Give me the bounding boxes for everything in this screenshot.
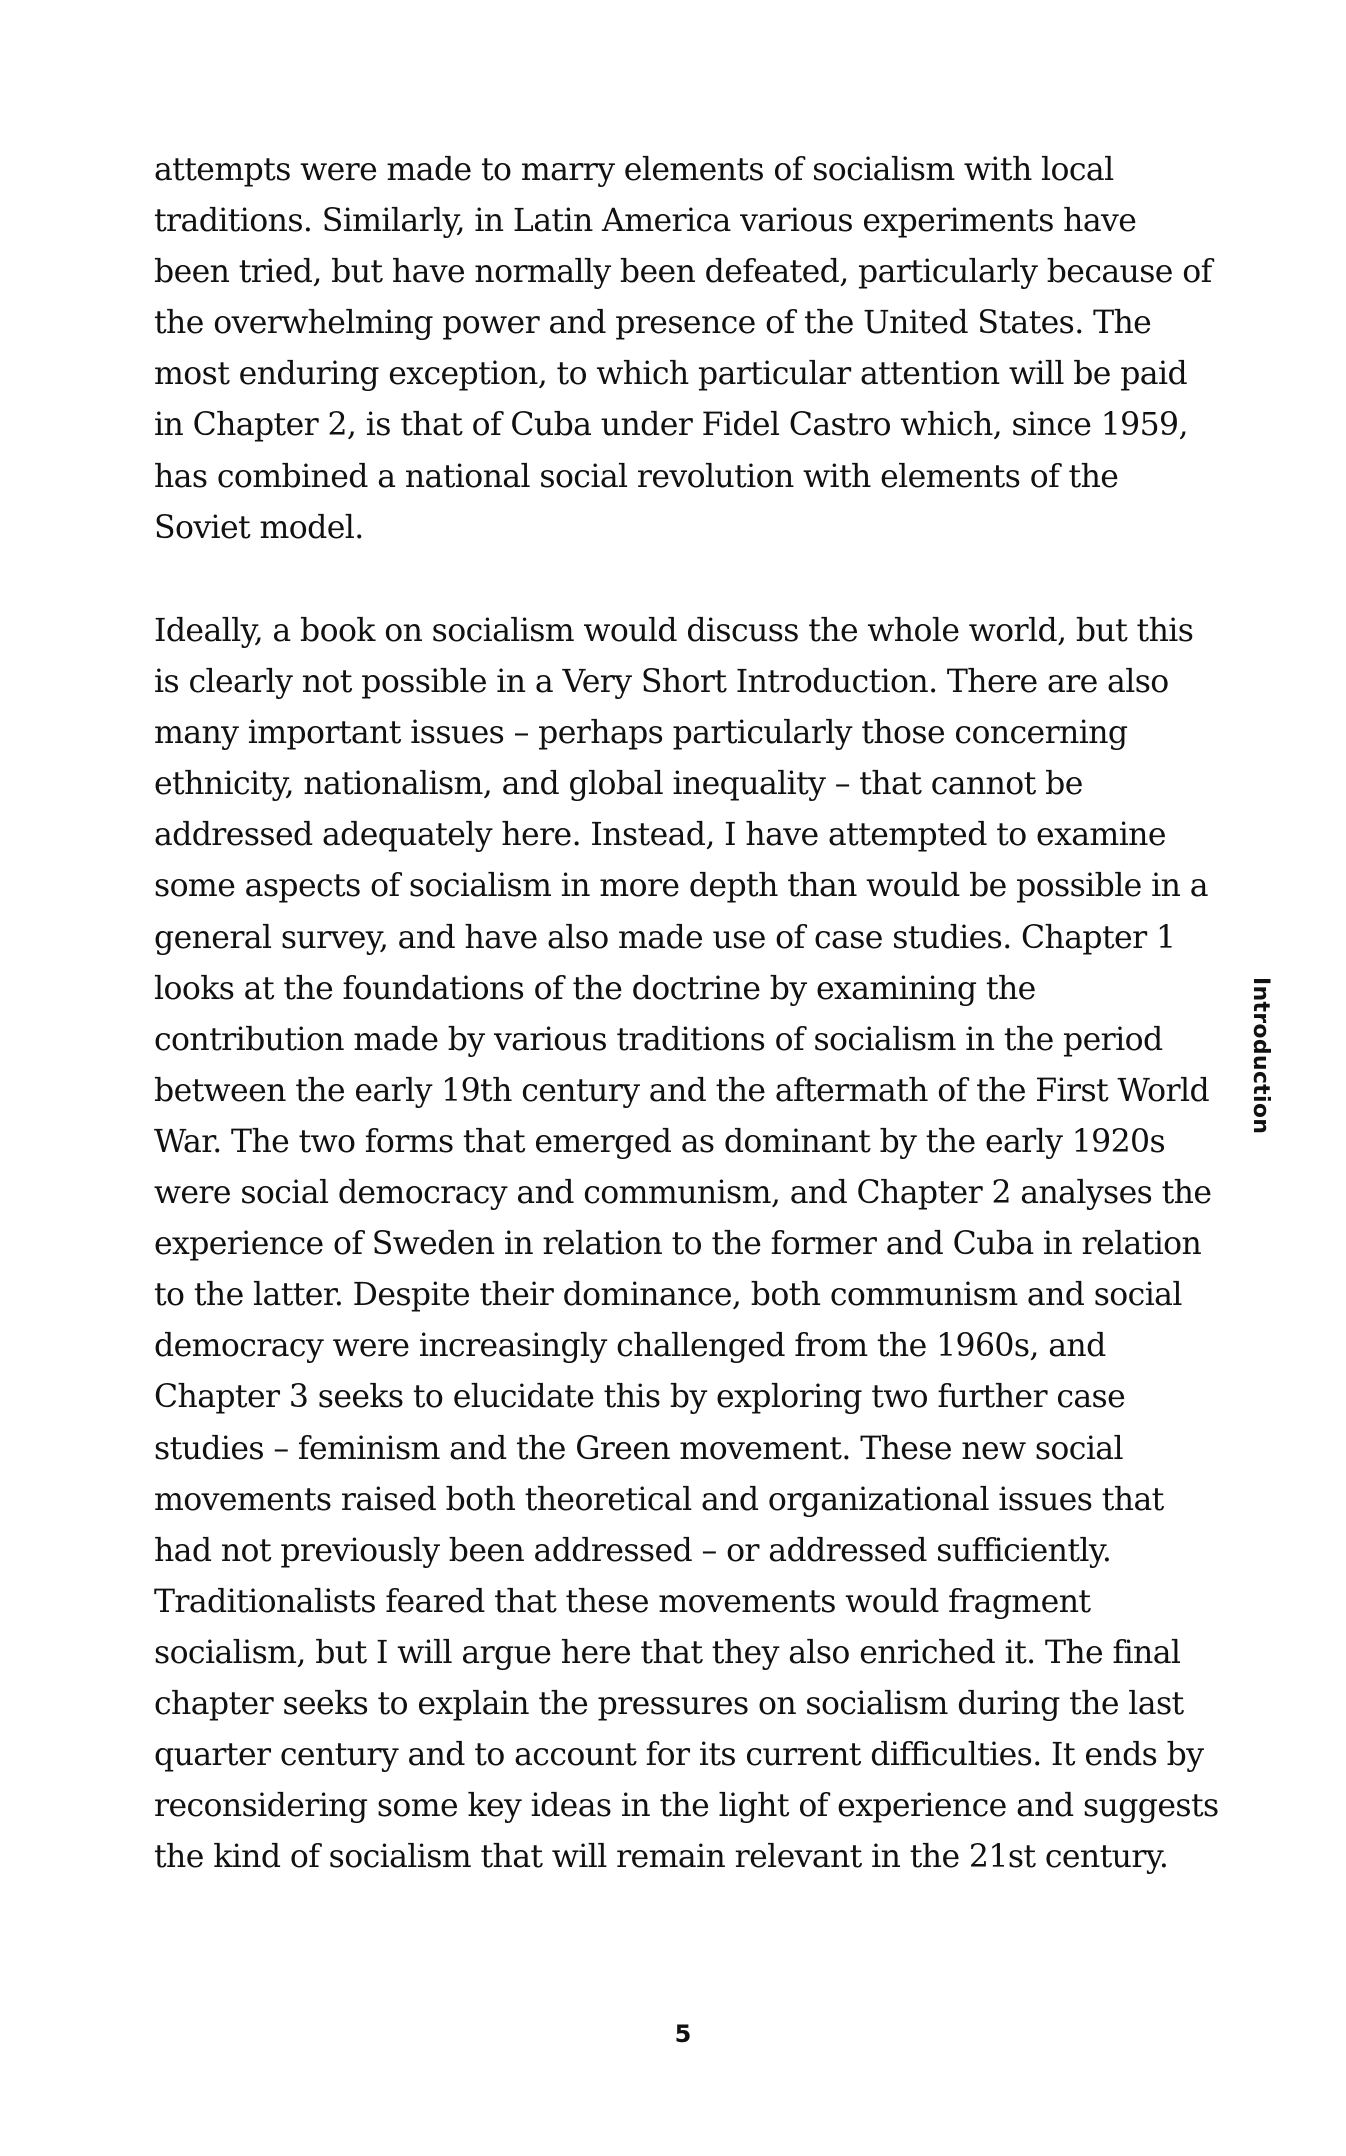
text-line: attempts were made to marry elements of socialism with local [154, 152, 1114, 188]
text-line: experience of Sweden in relation to the former and Cuba in relation [154, 1226, 1202, 1263]
paragraph-1 [154, 145, 1234, 554]
text-line: movements raised both theoretical and organizational issues that [154, 1481, 1164, 1518]
running-head [1245, 977, 1275, 1137]
text-line: Traditionalists feared that these movements would fragment [154, 1583, 1091, 1620]
text-line: had not previously been addressed – or addressed sufficiently. [154, 1532, 1112, 1569]
text-line: socialism, but I will argue here that they also enriched it. The final [154, 1634, 1181, 1671]
text-line: were social democracy and communism, and Chapter 2 analyses the [154, 1175, 1212, 1212]
text-line: contribution made by various traditions of socialism in the period [154, 1021, 1163, 1058]
text-line: in Chapter 2, is that of Cuba under Fidel Castro which, since 1959, [154, 407, 1188, 444]
text-line: most enduring exception, to which particular attention will be paid [154, 356, 1188, 393]
text-line: studies – feminism and the Green movement. These new social [154, 1430, 1123, 1467]
text-line: some aspects of socialism in more depth than would be possible in a [154, 868, 1208, 905]
running-head-text: Introduction [1248, 977, 1273, 1135]
text-line: War. The two forms that emerged as dominant by the early 1920s [154, 1123, 1166, 1160]
text-line: has combined a national social revolution with elements of the [154, 458, 1119, 495]
text-line: traditions. Similarly, in Latin America various experiments have [154, 203, 1137, 240]
text-line: to the latter. Despite their dominance, both communism and social [154, 1277, 1182, 1314]
text-line: Ideally, a book on socialism would discuss the whole world, but this [154, 613, 1194, 649]
text-line: between the early 19th century and the aftermath of the First World [154, 1072, 1210, 1109]
text-line: reconsidering some key ideas in the light of experience and suggests [154, 1788, 1219, 1825]
text-line: Soviet model. [154, 509, 364, 546]
text-line: is clearly not possible in a Very Short Introduction. There are also [154, 664, 1169, 701]
text-line: Chapter 3 seeks to elucidate this by exploring two further case [154, 1379, 1126, 1416]
text-line: the overwhelming power and presence of the United States. The [154, 305, 1152, 342]
text-line: been tried, but have normally been defeated, particularly because of [154, 254, 1212, 291]
text-line: ethnicity, nationalism, and global inequality – that cannot be [154, 766, 1083, 803]
text-line: chapter seeks to explain the pressures on socialism during the last [154, 1685, 1184, 1722]
text-line: many important issues – perhaps particularly those concerning [154, 715, 1128, 752]
text-line: general survey, and have also made use of case studies. Chapter 1 [154, 919, 1176, 956]
paragraph-2 [154, 606, 1234, 1883]
text-line: democracy were increasingly challenged from the 1960s, and [154, 1328, 1106, 1365]
page-number: 5 [674, 2020, 692, 2048]
text-line: looks at the foundations of the doctrine by examining the [154, 970, 1036, 1007]
text-line: the kind of socialism that will remain relevant in the 21st century. [154, 1839, 1169, 1876]
text-line: addressed adequately here. Instead, I have attempted to examine [154, 817, 1166, 854]
text-line: quarter century and to account for its current difficulties. It ends by [154, 1737, 1204, 1774]
